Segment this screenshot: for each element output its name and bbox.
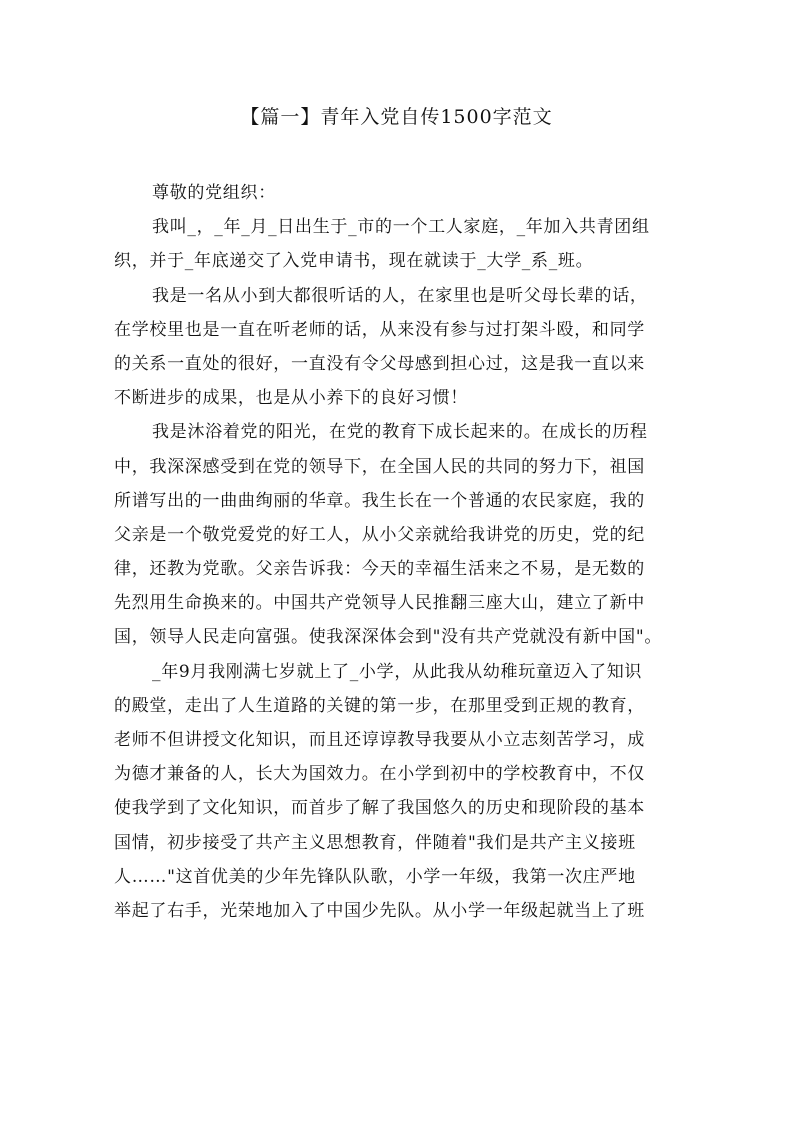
text-line: 人……"这首优美的少年先锋队队歌，小学一年级，我第一次庄严地 (114, 866, 636, 887)
text-line: 我是沐浴着党的阳光，在党的教育下成长起来的。在成长的历程 (152, 422, 648, 443)
text-line: 律，还教为党歌。父亲告诉我：今天的幸福生活来之不易，是无数的 (114, 559, 645, 580)
text-line: 在学校里也是一直在听老师的话，从来没有参与过打架斗殴，和同学 (114, 319, 645, 340)
text-line: 的关系一直处的很好，一直没有令父母感到担心过，这是我一直以来 (114, 353, 645, 374)
text-line: 老师不但讲授文化知识，而且还谆谆教导我要从小立志刻苦学习，成 (114, 730, 645, 750)
text-line: _年9月我刚满七岁就上了_小学，从此我从幼稚玩童迈入了知识 (152, 661, 643, 682)
text-line: 先烈用生命换来的。中国共产党领导人民推翻三座大山，建立了新中 (114, 593, 645, 614)
text-line: 我叫_，_年_月_日出生于_市的一个工人家庭，_年加入共青团组 (152, 217, 650, 238)
text-line: 中，我深深感受到在党的领导下，在全国人民的共同的努力下，祖国 (114, 456, 645, 477)
text-line: 为德才兼备的人，长大为国效力。在小学到初中的学校教育中，不仅 (114, 764, 645, 785)
text-line: 使我学到了文化知识，而首步了解了我国悠久的历史和现阶段的基本 (114, 798, 645, 819)
text-line: 我是一名从小到大都很听话的人，在家里也是听父母长辈的话， (152, 285, 648, 306)
text-line: 尊敬的党组织： (152, 183, 276, 203)
text-line: 举起了右手，光荣地加入了中国少先队。从小学一年级起就当上了班 (114, 900, 645, 921)
text-line: 织，并于_年底递交了入党申请书，现在就读于_大学_系_班。 (114, 251, 594, 272)
text-line: 所谱写出的一曲曲绚丽的华章。我生长在一个普通的农民家庭，我的 (114, 490, 645, 511)
text-line: 父亲是一个敬党爱党的好工人，从小父亲就给我讲党的历史，党的纪 (114, 524, 645, 545)
text-line: 的殿堂，走出了人生道路的关键的第一步，在那里受到正规的教育， (114, 695, 645, 716)
text-line: 国情，初步接受了共产主义思想教育，伴随着"我们是共产主义接班 (114, 832, 636, 853)
text-line: 国，领导人民走向富强。使我深深体会到"没有共产党就没有新中国"。 (114, 627, 663, 648)
document-title: 【篇一】青年入党自传1500字范文 (240, 106, 553, 128)
document-body (114, 176, 685, 928)
text-line: 不断进步的成果，也是从小养下的良好习惯！ (114, 388, 468, 409)
